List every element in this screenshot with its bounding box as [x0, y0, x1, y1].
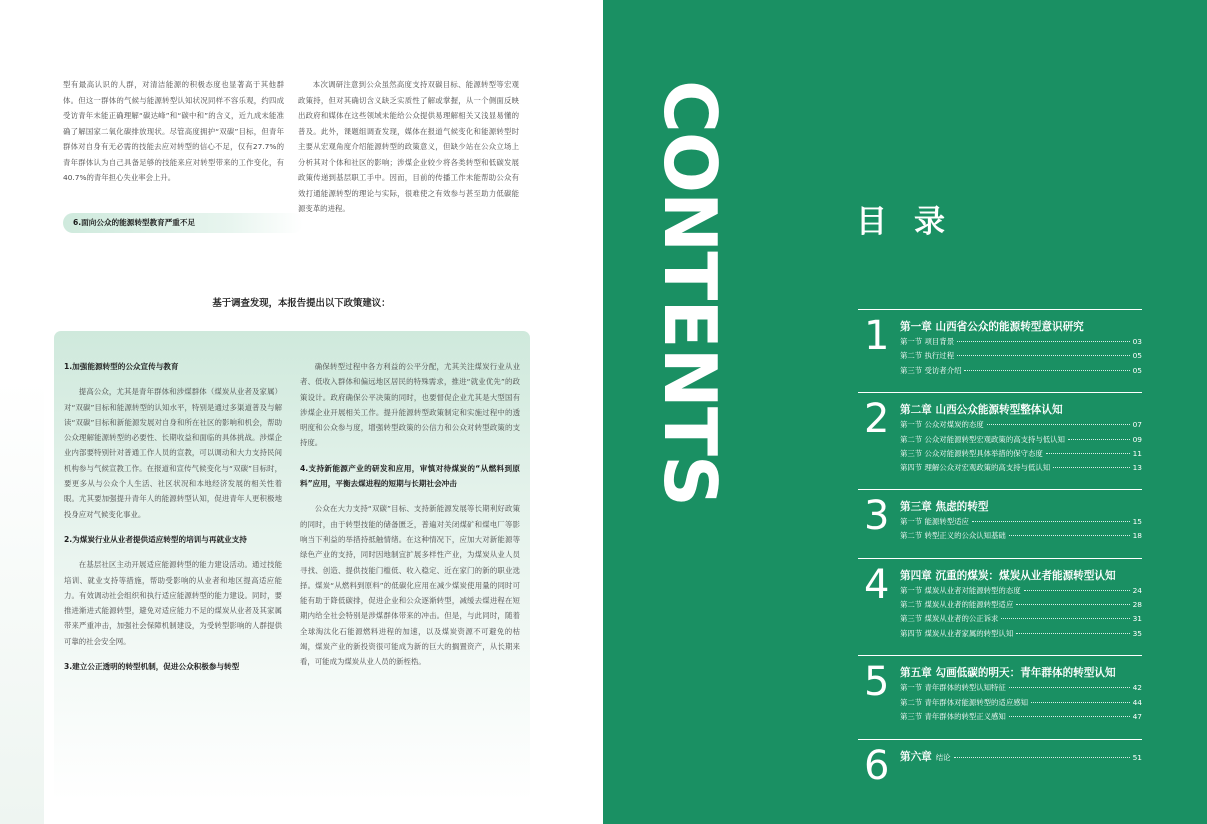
- paragraph: 本次调研注意到公众虽然高度支持双碳目标、能源转型等宏观政策持，但对其确切含义缺乏实质性了解或掌握，从一个侧面反映出政府和媒体在这些领域未能给公众提供易理解相关又浅显易懂的普及。此外，课题组调查发现，媒体在报道气候变化和能源转型时主要从宏观角度介绍能源转型的政策意义，但缺少站在公众立场上分析其对个体和社区的影响；涉煤企业较少将各类转型和低碳发展政策传递到基层职工手中。因而，目前的传播工作未能帮助公众有效打通能源转型的理论与实际，很难使之有效参与甚至助力低碳能源变革的进程。: [298, 80, 519, 213]
- toc-entry-label: 第四节 煤炭从业者家属的转型认知: [900, 628, 1014, 638]
- toc-entry[interactable]: [900, 433, 1142, 447]
- toc-chapter[interactable]: [858, 392, 1142, 480]
- toc-entry[interactable]: [936, 751, 1142, 765]
- toc-entry[interactable]: [900, 364, 1142, 378]
- toc-entry-label: 第三节 公众对能源转型具体举措的保守态度: [900, 449, 1043, 459]
- toc-chapter[interactable]: [858, 739, 1142, 789]
- toc-page-number: 05: [1132, 351, 1142, 361]
- dot-leader: [987, 424, 1130, 425]
- policy-heading-3: 3.建立公正透明的转型机制，促进公众积极参与转型: [64, 662, 240, 672]
- toc-entry-label: 第三节 青年群体的转型正义感知: [900, 712, 1006, 722]
- toc-page-number: 09: [1132, 434, 1142, 444]
- policy-heading-1: 1.加强能源转型的公众宣传与教育: [64, 362, 179, 371]
- policy-column-1: [64, 359, 282, 674]
- toc-page-number: 24: [1132, 585, 1142, 595]
- policy-box: [54, 331, 530, 801]
- toc-entry[interactable]: [900, 627, 1142, 641]
- table-of-contents: [858, 309, 1142, 789]
- chapter-number: 3: [864, 492, 890, 539]
- toc-entry[interactable]: [900, 418, 1142, 432]
- toc-page-number: 13: [1132, 463, 1142, 473]
- dot-leader: [1001, 618, 1129, 619]
- dot-leader: [1009, 716, 1130, 717]
- text-column-2: [298, 77, 519, 217]
- chapter-title[interactable]: 第五章 勾画低碳的明天：青年群体的转型认知: [900, 667, 1116, 680]
- toc-entry[interactable]: [900, 612, 1142, 626]
- toc-entry-label: 第二节 转型正义的公众认知基础: [900, 531, 1006, 541]
- dot-leader: [1009, 535, 1130, 536]
- toc-entry[interactable]: [900, 515, 1142, 529]
- toc-chapter[interactable]: [858, 309, 1142, 382]
- chapter-number: 6: [864, 742, 890, 789]
- toc-page-number: 07: [1132, 420, 1142, 430]
- toc-entry-label: 第一节 项目背景: [900, 337, 955, 346]
- dot-leader: [1068, 439, 1130, 440]
- toc-chapter[interactable]: [858, 558, 1142, 646]
- toc-page-number: 05: [1132, 365, 1142, 375]
- policy-title: 基于调查发现，本报告提出以下政策建议：: [212, 298, 391, 309]
- dot-leader: [1024, 590, 1130, 591]
- toc-entry-label: 第一节 煤炭从业者对能源转型的态度: [900, 585, 1021, 595]
- toc-entry[interactable]: [900, 461, 1142, 475]
- chapter-title[interactable]: 第一章 山西省公众的能源转型意识研究: [900, 321, 1084, 333]
- dot-leader: [957, 341, 1130, 342]
- toc-page-number: 42: [1132, 683, 1142, 693]
- toc-page-number: 28: [1132, 600, 1142, 610]
- toc-entry[interactable]: [900, 447, 1142, 461]
- dot-leader: [1009, 687, 1130, 688]
- toc-title: 目录: [856, 204, 972, 240]
- policy-paragraph-2: 在基层社区主动开展适应能源转型的能力建设活动。通过技能培训、就业支持等措施，帮助受影响的从业者和地区提高适应能力。有效调动社会组织和执行适应能源转型的能力建设。同时，要推进渐进式能源转型，避免对适应能力不足的煤炭从业者及其家属带来严重冲击，加强社会保障机制建设，为受转型影响的人群提供可靠的社会安全网。: [64, 560, 282, 646]
- chapter-title[interactable]: 第二章 山西公众能源转型整体认知: [900, 404, 1063, 417]
- toc-entry[interactable]: [900, 349, 1142, 363]
- toc-entry-label: 第二节 公众对能源转型宏观政策的高支持与低认知: [900, 434, 1065, 444]
- chapter-title[interactable]: 第三章 焦虑的转型: [900, 500, 989, 513]
- chapter-number: 1: [864, 313, 890, 359]
- toc-page-number: 47: [1132, 712, 1142, 722]
- toc-page-number: 18: [1132, 531, 1142, 541]
- dot-leader: [964, 370, 1129, 371]
- dot-leader: [1031, 702, 1130, 703]
- toc-chapter[interactable]: [858, 655, 1142, 728]
- dot-leader: [1053, 467, 1129, 468]
- toc-page-number: 44: [1132, 697, 1142, 707]
- toc-entry-label: 第一节 能源转型适应: [900, 516, 969, 526]
- contents-vertical-title: CONTENTS: [648, 80, 732, 506]
- chapter-number: 4: [864, 561, 890, 608]
- toc-entry-label: 第三节 煤炭从业者的公正诉求: [900, 614, 999, 624]
- toc-entry-label: 第二节 青年群体对能源转型的适应感知: [900, 697, 1028, 707]
- policy-paragraph-4: 公众在大力支持“双碳”目标、支持新能源发展等长期利好政策的同时，由于转型技能的储备匮乏，普遍对关闭煤矿和煤电厂等影响当下利益的举措持抵触情绪。在这种情况下，应加大对新能源等绿色产业的支持，同时因地制宜扩展多样性产业，为煤炭从业人员寻找、创造、提供技能门槛低、收入稳定、近在家门的新的职业选择。煤炭“从燃料到原料”的低碳化应用在减少煤炭使用量的同时可能有助于降低碳排，促进企业和公众逐渐转型，减缓去煤进程在短期内给全社会特别是涉煤群体带来的冲击。但是，与此同时，随着全球淘汰化石能源燃料进程的加速，以及煤炭资源不可避免的枯竭，煤炭产业的新投资很可能成为新的巨大的搁置资产，从长期来看，可能成为煤炭从业人员的新桎梏。: [300, 504, 520, 667]
- dot-leader: [1046, 453, 1130, 454]
- toc-entry[interactable]: [900, 598, 1142, 612]
- dot-leader: [1016, 604, 1129, 605]
- chapter-title[interactable]: 第四章 沉重的煤炭：煤炭从业者能源转型认知: [900, 569, 1116, 582]
- text-column-1: [63, 77, 284, 186]
- toc-entry-label: 第三节 受访者介绍: [900, 365, 962, 375]
- toc-entry-label: 第二节 执行过程: [900, 351, 955, 361]
- paragraph: 型有最高认识的人群，对清洁能源的积极态度也显著高于其他群体。但这一群体的气候与能源转型认知状况同样不容乐观，约四成受访青年未能正确理解“碳达峰”和“碳中和”的含义，近九成未能准确了解国家二氧化碳排放现状。尽管高度拥护“双碳”目标，但青年群体对自身有无必需的技能去应对转型的信心不足，仅有27.7%的青年群体认为自己具备足够的技能来应对转型带来的工作变化，有40.7%的青年担心失业率会上升。: [63, 80, 284, 182]
- toc-page-number: 31: [1132, 614, 1142, 624]
- chapter-title[interactable]: 第六章: [900, 750, 932, 763]
- decorative-strip: [0, 380, 44, 824]
- toc-entry[interactable]: [900, 335, 1142, 349]
- toc-entry[interactable]: [900, 710, 1142, 724]
- toc-entry-label: 第二节 煤炭从业者的能源转型适应: [900, 600, 1014, 610]
- policy-heading-2: 2.为煤炭行业从业者提供适应转型的培训与再就业支持: [64, 534, 247, 544]
- toc-entry-label: 第一节 青年群体的转型认知特征: [900, 683, 1006, 693]
- chapter-number: 2: [864, 396, 890, 443]
- toc-page-number: 51: [1132, 752, 1142, 762]
- dot-leader: [954, 757, 1130, 758]
- toc-entry-label: 结论: [935, 752, 951, 762]
- policy-heading-4: 4.支持新能源产业的研发和应用，审慎对待煤炭的“从燃料到原料”应用，平衡去煤进程的短期与长期社会冲击: [300, 463, 520, 489]
- dot-leader: [957, 355, 1130, 356]
- toc-page-number: 11: [1132, 449, 1142, 459]
- toc-entry-label: 第四节 理解公众对宏观政策的高支持与低认知: [900, 463, 1051, 473]
- toc-entry[interactable]: [900, 681, 1142, 695]
- chapter-number: 5: [864, 659, 890, 706]
- toc-page-number: 03: [1132, 337, 1142, 346]
- toc-page-number: 35: [1132, 628, 1142, 638]
- left-page: [0, 0, 603, 824]
- toc-entry[interactable]: [900, 696, 1142, 710]
- dot-leader: [972, 521, 1130, 522]
- policy-column-2: [300, 359, 520, 670]
- policy-paragraph-1: 提高公众，尤其是青年群体和涉煤群体（煤炭从业者及家属）对“双碳”目标和能源转型的认知水平，特别是通过多渠道普及与解读“双碳”目标和新能源发展对自身和所在社区的影响和机会，帮助公众理解能源转型的必要性、长期收益和面临的具体挑战。涉煤企业内部要特别针对普通工作人员的宣教，可以调动和大力支持民间机构参与气候宣教工作。在报道和宣传气候变化与“双碳”目标时，要更多从与公众个人生活、社区状况和本地经济发展的相关性着眼。尤其要加强提升青年人的能源转型认知，促进青年人更积极地投身应对气候变化事业。: [64, 387, 282, 519]
- section-6-heading: 6.面向公众的能源转型教育严重不足: [63, 213, 303, 233]
- toc-entry[interactable]: [900, 584, 1142, 598]
- toc-chapter[interactable]: [858, 489, 1142, 548]
- toc-entry-label: 第一节 公众对煤炭的态度: [900, 420, 984, 430]
- dot-leader: [1016, 633, 1129, 634]
- toc-page-number: 15: [1132, 516, 1142, 526]
- policy-paragraph-3: 确保转型过程中各方利益的公平分配，尤其关注煤炭行业从业者、低收入群体和偏远地区居民的特殊需求，推进“就业优先”的政策设计。政府确保公平决策的同时，也要督促企业尤其是大型国有涉煤企业开展相关工作。提升能源转型政策制定和实施过程中的透明度和公众参与度，增强转型政策的公信力和公众对转型政策的支持度。: [300, 362, 520, 448]
- toc-entry[interactable]: [900, 529, 1142, 543]
